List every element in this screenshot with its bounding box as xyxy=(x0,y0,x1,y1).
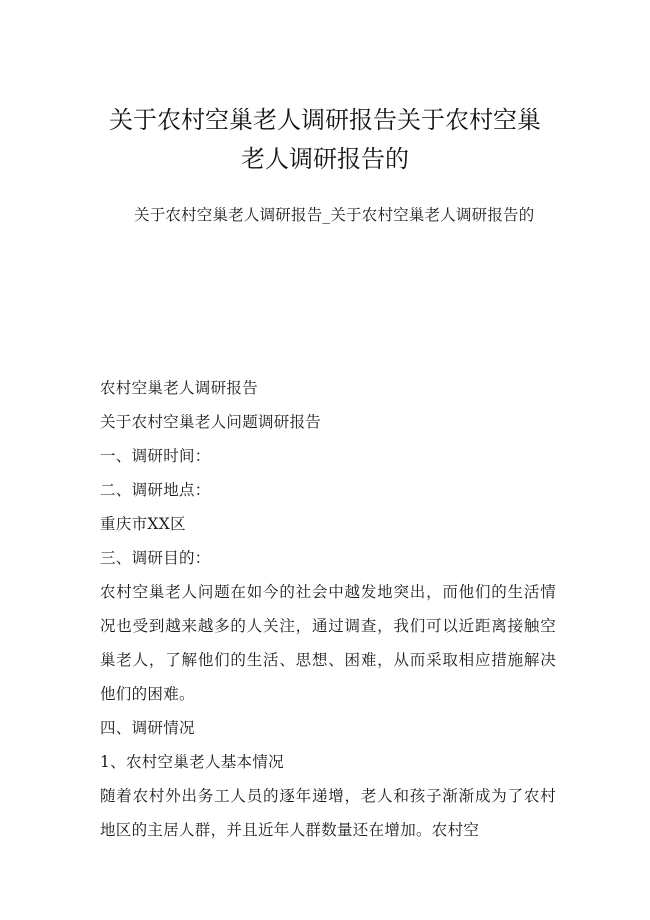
subsection-basic-situation: 1、农村空巢老人基本情况 xyxy=(100,753,284,771)
body-heading-report: 农村空巢老人调研报告 xyxy=(100,379,259,397)
section-survey-time: 一、调研时间： xyxy=(100,447,211,465)
survey-purpose-paragraph: 农村空巢老人问题在如今的社会中越发地突出，而他们的生活情况也受到越来越多的人关注，通过调查，我们可以近距离接触空巢老人，了解他们的生活、思想、困难，从而采取相应措施解决他们的困难。 xyxy=(100,583,556,703)
survey-location-value: 重庆市XX区 xyxy=(100,515,186,533)
body-heading-problem-report: 关于农村空巢老人问题调研报告 xyxy=(100,413,322,431)
document-subtitle: 关于农村空巢老人调研报告_关于农村空巢老人调研报告的 xyxy=(134,206,535,224)
section-survey-purpose: 三、调研目的： xyxy=(100,549,211,567)
document-body xyxy=(100,371,556,847)
section-survey-location: 二、调研地点： xyxy=(100,481,211,499)
document-title-line-2: 老人调研报告的 xyxy=(241,145,409,173)
section-survey-situation: 四、调研情况 xyxy=(100,719,195,737)
basic-situation-paragraph: 随着农村外出务工人员的逐年递增，老人和孩子渐渐成为了农村地区的主居人群，并且近年人群数量还在增加。农村空 xyxy=(100,787,556,839)
document-title-line-1: 关于农村空巢老人调研报告关于农村空巢 xyxy=(109,106,541,134)
